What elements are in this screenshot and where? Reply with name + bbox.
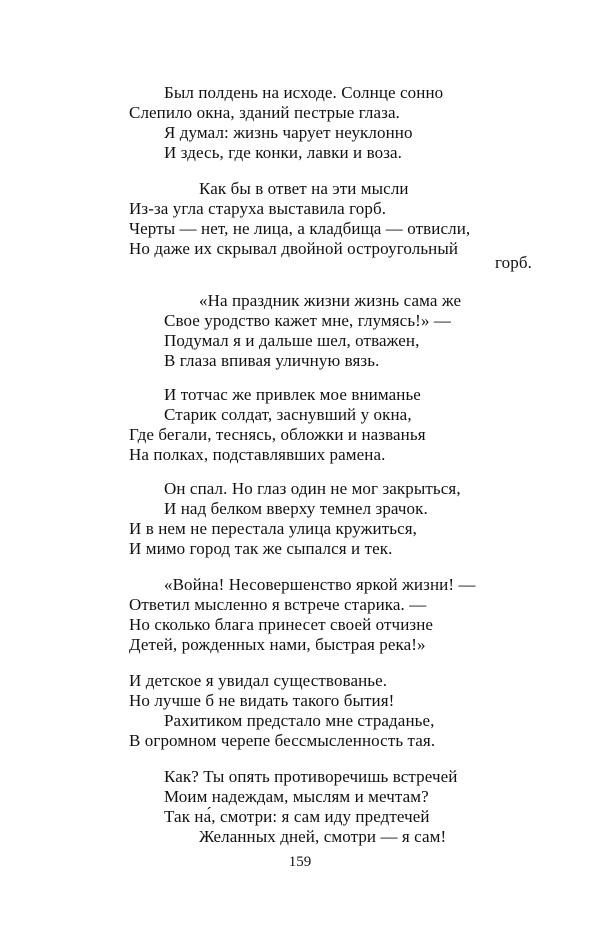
- poem-line: Как бы в ответ на эти мысли: [199, 179, 409, 198]
- poem-line: Но сколько блага принесет своей отчизне: [129, 615, 434, 634]
- poem-line: На полках, подставлявших рамена.: [129, 445, 386, 464]
- poem-line: Желанных дней, смотри — я сам!: [199, 827, 447, 846]
- poem-line: В огромном черепе бессмысленность тая.: [129, 731, 436, 750]
- poem-line: Слепило окна, зданий пестрые глаза.: [129, 103, 400, 122]
- poem-line: Так на́, смотри: я сам иду предтечей: [164, 807, 430, 826]
- poem-line: Рахитиком предстало мне страданье,: [164, 711, 435, 730]
- poem-line: И над белком вверху темнел зрачок.: [164, 499, 428, 518]
- poem-line: Но лучше б не видать такого бытия!: [129, 691, 395, 710]
- poem-line: И здесь, где конки, лавки и воза.: [164, 143, 403, 162]
- poem-line: Из-за угла старуха выставила горб.: [129, 199, 387, 218]
- poem-line: Где бегали, теснясь, обложки и названья: [129, 425, 426, 444]
- poem-line: Черты — нет, не лица, а кладбища — отвисли,: [129, 219, 471, 238]
- page-number: 159: [288, 854, 312, 870]
- poem-line: Подумал я и дальше шел, отважен,: [164, 331, 420, 350]
- poem-line: Свое уродство кажет мне, глумясь!» —: [164, 311, 451, 330]
- poem-line: В глаза впивая уличную вязь.: [164, 351, 380, 370]
- poem-line: Я думал: жизнь чарует неуклонно: [164, 123, 413, 142]
- poem-line: Но даже их скрывал двойной остроугольный: [129, 239, 459, 258]
- poem-line: Ответил мысленно я встрече старика. —: [129, 595, 427, 614]
- poem-line: И тотчас же привлек мое вниманье: [164, 385, 421, 404]
- poem-line: И детское я увидал существованье.: [129, 671, 388, 690]
- poem-line: Детей, рожденных нами, быстрая река!»: [129, 635, 426, 654]
- poem-line: «На праздник жизни жизнь сама же: [199, 291, 462, 310]
- poem-line: «Война! Несовершенство яркой жизни! —: [164, 575, 476, 594]
- poem-line: Моим надеждам, мыслям и мечтам?: [164, 787, 429, 806]
- poem-line: И мимо город так же сыпался и тек.: [129, 539, 393, 558]
- poem-line: Был полдень на исходе. Солнце сонно: [164, 83, 444, 102]
- poem-line: Он спал. Но глаз один не мог закрыться,: [164, 479, 461, 498]
- poem-line: Как? Ты опять противоречишь встречей: [164, 767, 458, 786]
- poem-line: И в нем не перестала улица кружиться,: [129, 519, 417, 538]
- poem-line: Старик солдат, заснувший у окна,: [164, 405, 412, 424]
- poem-line-overflow: горб.: [495, 253, 532, 272]
